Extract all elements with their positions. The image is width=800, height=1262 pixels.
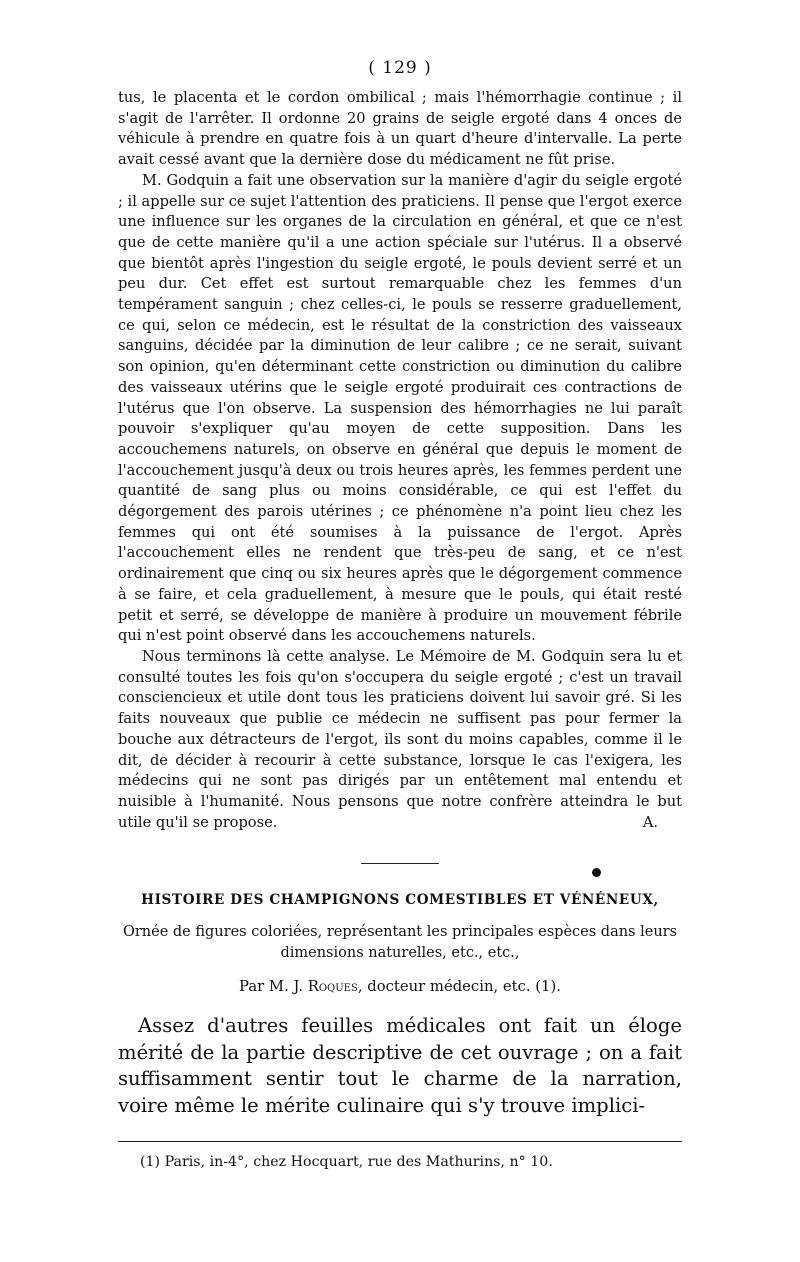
footnote-rule (118, 1141, 682, 1142)
page-number: ( 129 ) (368, 58, 432, 78)
section-separator (361, 863, 439, 864)
article-title: HISTOIRE DES CHAMPIGNONS COMESTIBLES ET VÉNÉNEUX, (141, 892, 659, 909)
paragraph-conclusion-text: Nous terminons là cette analyse. Le Mémoire de M. Godquin sera lu et consulté toutes les fois qu'on s'occupera du seigle ergoté ; c'est un travail consciencieux et utile dont tous les praticiens doivent lui savoir gré. Si les faits nouveaux que publie ce médecin ne suffisent pas pour fermer la bouche aux détracteurs de l'ergot, ils sont du moins capables, comme il le dit, de décider à recourir à cette substance, lorsque le cas l'exigera, les médecins qui ne sont pas dirigés par un entêtement mal entendu et nuisible à l'humanité. Nous pensons que notre confrère atteindra le but utile qu'il se propose. (118, 647, 682, 831)
article-author (118, 978, 682, 995)
paragraph-conclusion (118, 647, 682, 833)
author-prefix: Par M. J. (239, 978, 303, 996)
paragraph-continuation: tus, le placenta et le cordon ombilical ; mais l'hémorrhagie continue ; il s'agit de l'arrêter. Il ordonne 20 grains de seigle ergoté dans 4 onces de véhicule à prendre en quatre fois à un quart d'heure d'intervalle. La perte avait cessé avant que la dernière dose du médicament ne fût prise. (118, 89, 682, 169)
ornament-mark (592, 868, 602, 882)
author-name: Roques (307, 978, 358, 996)
paragraph-godquin-observation: M. Godquin a fait une observation sur la manière d'agir du seigle ergoté ; il appelle sur ce sujet l'attention des praticiens. Il pense que l'ergot exerce une influence sur les organes de la circulation en général, et que ce n'est que de cette manière qu'il a une action spéciale sur l'utérus. Il a observé que bientôt après l'ingestion du seigle ergoté, le pouls devient serré et un peu dur. Cet effet est surtout remarquable chez les femmes d'un tempérament sanguin ; chez celles-ci, le pouls se resserre graduellement, ce qui, selon ce médecin, est le résultat de la constriction des vaisseaux sanguins, décidée par la diminution de leur calibre ; ce ne serait, suivant son opinion, qu'en déterminant cette constriction ou diminution du calibre des vaisseaux utérins que le seigle ergoté produirait ces contractions de l'utérus que l'on observe. La suspension des hémorrhagies ne lui paraît pouvoir s'expliquer qu'au moyen de cette supposition. Dans les accouchemens naturels, on observe en général que depuis le moment de l'accouchement jusqu'à deux ou trois heures après, les femmes perdent une quantité de sang plus ou moins considérable, ce qui est l'effet du dégorgement des parois utérines ; ce phénomène n'a point lieu chez les femmes qui ont été soumises à la puissance de l'ergot. Après l'accouchement elles ne rendent que très-peu de sang, et ce n'est ordinairement que cinq ou six heures après que le dégorgement commence à se faire, et cela graduellement, à mesure que le pouls, qui était resté petit et serré, se développe de manière à produire un mouvement fébrile qui n'est point observé dans les accouchemens naturels. (118, 171, 682, 645)
book-page (118, 58, 682, 1170)
article-subtitle: Ornée de figures coloriées, représentant les principales espèces dans leurs dimensions naturelles, etc., etc., (122, 924, 678, 962)
footnote: (1) Paris, in-4°, chez Hocquart, rue des Mathurins, n° 10. (140, 1154, 553, 1171)
article-lead-paragraph: Assez d'autres feuilles médicales ont fait un éloge mérité de la partie descriptive de cet ouvrage ; on a fait suffisamment sentir tout le charme de la narration, voire même le mérite culinaire qui s'y trouve implici- (118, 1014, 682, 1117)
author-suffix: , docteur médecin, etc. (1). (357, 978, 561, 996)
author-signature: A. (642, 813, 658, 831)
